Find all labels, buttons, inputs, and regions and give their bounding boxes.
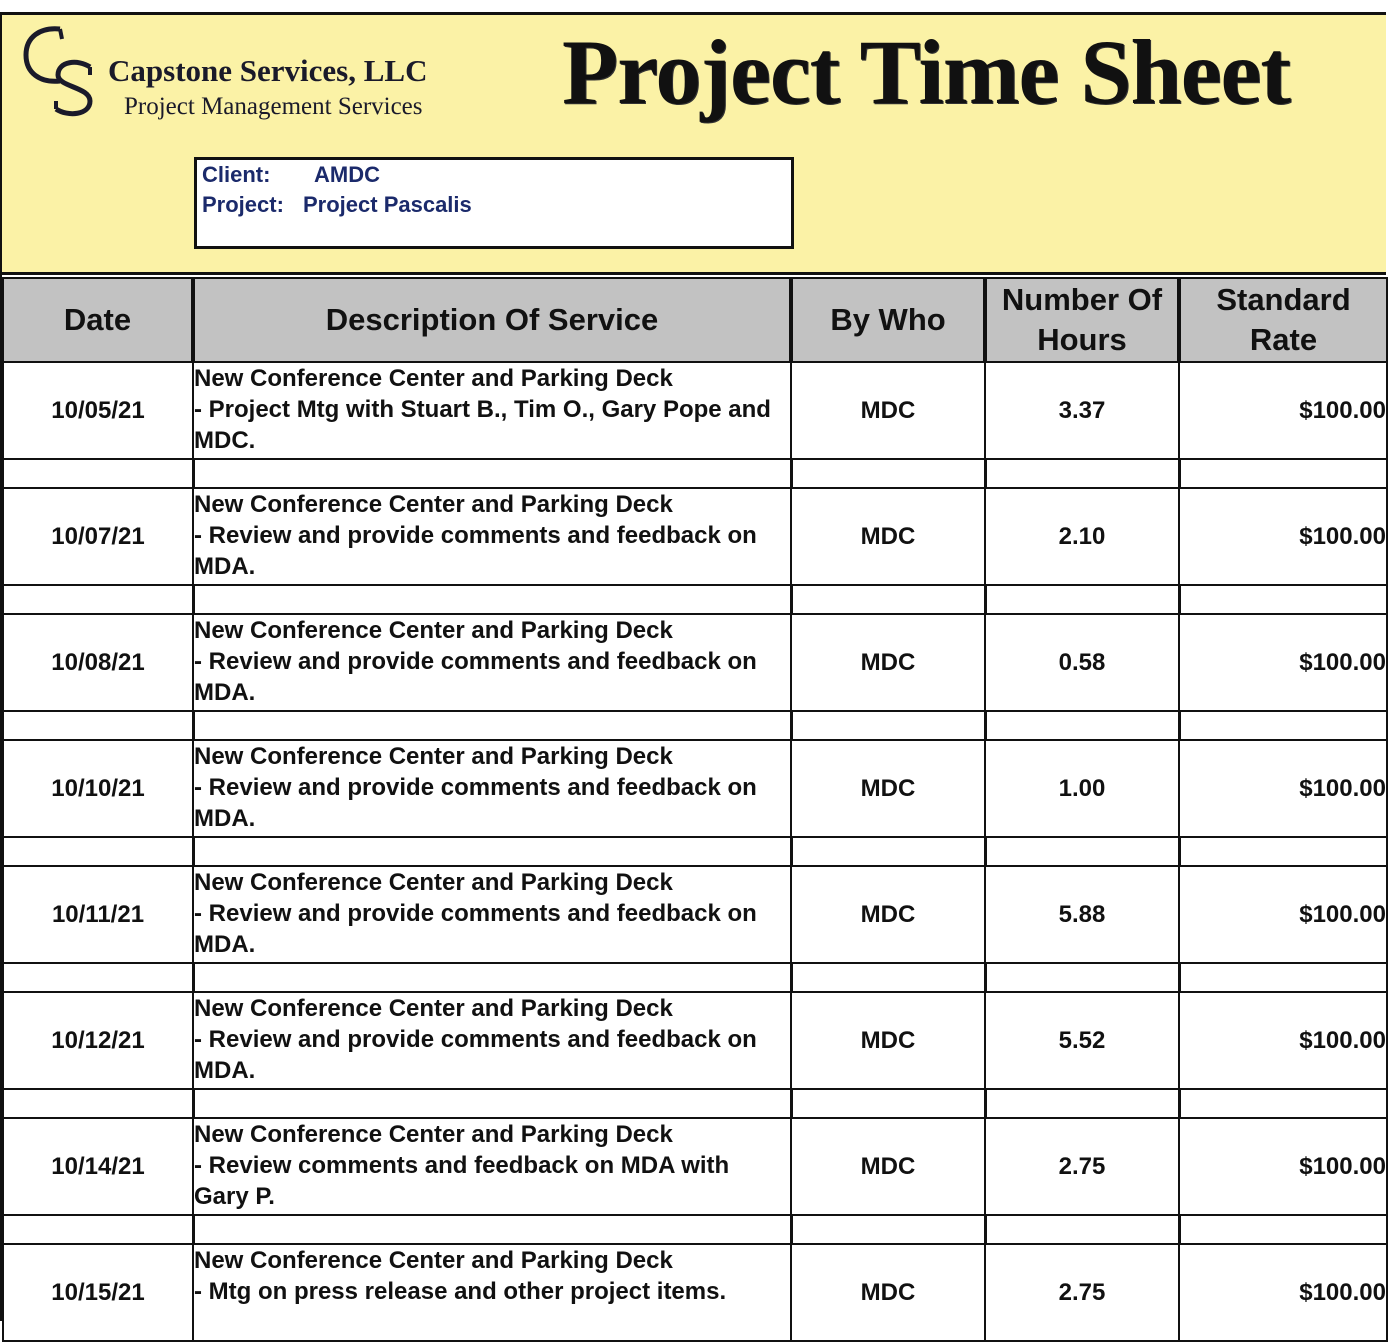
entry-description [193, 866, 791, 963]
spacer-row [3, 963, 1387, 992]
project-label: Project: [202, 192, 284, 217]
entry-hours: 2.10 [985, 488, 1179, 585]
table-row [3, 866, 1387, 963]
entry-date: 10/11/21 [3, 866, 193, 963]
entry-description-detail: - Review and provide comments and feedback on MDA. [194, 774, 757, 832]
entry-by-who: MDC [791, 362, 985, 459]
entry-rate: $100.00 [1179, 1244, 1387, 1341]
entry-description [193, 488, 791, 585]
entry-description-title: New Conference Center and Parking Deck [194, 1121, 673, 1148]
entry-by-who: MDC [791, 614, 985, 711]
company-name: Capstone Services, LLC [108, 53, 428, 88]
entry-date: 10/08/21 [3, 614, 193, 711]
document-title: Project Time Sheet [562, 21, 1291, 123]
header-band [2, 15, 1386, 275]
entry-description-detail: - Review and provide comments and feedback on MDA. [194, 1026, 757, 1084]
entry-description-title: New Conference Center and Parking Deck [194, 869, 673, 896]
entry-hours: 5.88 [985, 866, 1179, 963]
entry-rate: $100.00 [1179, 488, 1387, 585]
spacer-row [3, 459, 1387, 488]
entry-description [193, 362, 791, 459]
client-label: Client: [202, 162, 271, 187]
entry-date: 10/05/21 [3, 362, 193, 459]
entry-hours: 2.75 [985, 1244, 1179, 1341]
entry-hours: 0.58 [985, 614, 1179, 711]
entry-description-title: New Conference Center and Parking Deck [194, 365, 673, 392]
entry-date: 10/14/21 [3, 1118, 193, 1215]
entry-by-who: MDC [791, 1244, 985, 1341]
table-row [3, 1244, 1387, 1341]
entry-description [193, 1118, 791, 1215]
header-hours: Number Of Hours [985, 278, 1179, 362]
header-rate: Standard Rate [1179, 278, 1387, 362]
entry-by-who: MDC [791, 992, 985, 1089]
entry-description-detail: - Review and provide comments and feedback on MDA. [194, 522, 757, 580]
client-row [202, 162, 380, 188]
entry-by-who: MDC [791, 866, 985, 963]
table-row [3, 1118, 1387, 1215]
spacer-row [3, 1089, 1387, 1118]
entry-description-detail: - Mtg on press release and other project items. [194, 1278, 727, 1305]
entry-hours: 2.75 [985, 1118, 1179, 1215]
spacer-row [3, 837, 1387, 866]
spacer-row [3, 585, 1387, 614]
entry-by-who: MDC [791, 1118, 985, 1215]
entry-description-detail: - Review and provide comments and feedback on MDA. [194, 900, 757, 958]
entry-date: 10/12/21 [3, 992, 193, 1089]
company-tagline: Project Management Services [124, 93, 423, 120]
table-row [3, 992, 1387, 1089]
entry-description-detail: - Review and provide comments and feedback on MDA. [194, 648, 757, 706]
entry-description [193, 614, 791, 711]
company-logo-icon [20, 23, 102, 119]
project-row [202, 192, 472, 218]
project-value: Project Pascalis [303, 192, 472, 217]
header-description: Description Of Service [193, 278, 791, 362]
entry-description-title: New Conference Center and Parking Deck [194, 995, 673, 1022]
entry-description-title: New Conference Center and Parking Deck [194, 743, 673, 770]
table-row [3, 362, 1387, 459]
entry-by-who: MDC [791, 488, 985, 585]
entry-description [193, 1244, 791, 1341]
entry-rate: $100.00 [1179, 740, 1387, 837]
entry-hours: 1.00 [985, 740, 1179, 837]
table-row [3, 488, 1387, 585]
entry-rate: $100.00 [1179, 614, 1387, 711]
entry-date: 10/15/21 [3, 1244, 193, 1341]
spacer-row [3, 711, 1387, 740]
entry-date: 10/10/21 [3, 740, 193, 837]
spacer-row [3, 1215, 1387, 1244]
table-row [3, 740, 1387, 837]
time-sheet [0, 12, 1386, 1321]
entry-description-detail: - Review comments and feedback on MDA with Gary P. [194, 1152, 730, 1210]
table-header-row [3, 278, 1387, 362]
entry-by-who: MDC [791, 740, 985, 837]
entry-description-title: New Conference Center and Parking Deck [194, 617, 673, 644]
entry-description-detail: - Project Mtg with Stuart B., Tim O., Gary Pope and MDC. [194, 396, 771, 454]
client-value: AMDC [314, 162, 380, 187]
header-date: Date [3, 278, 193, 362]
entry-description [193, 740, 791, 837]
table-row [3, 614, 1387, 711]
client-project-box [194, 157, 794, 249]
entry-description [193, 992, 791, 1089]
header-by-who: By Who [791, 278, 985, 362]
entry-rate: $100.00 [1179, 866, 1387, 963]
entry-hours: 5.52 [985, 992, 1179, 1089]
entry-rate: $100.00 [1179, 992, 1387, 1089]
entry-description-title: New Conference Center and Parking Deck [194, 491, 673, 518]
entry-description-title: New Conference Center and Parking Deck [194, 1247, 673, 1274]
entry-date: 10/07/21 [3, 488, 193, 585]
entry-hours: 3.37 [985, 362, 1179, 459]
entry-rate: $100.00 [1179, 1118, 1387, 1215]
entry-rate: $100.00 [1179, 362, 1387, 459]
time-entries-table [2, 277, 1388, 1342]
